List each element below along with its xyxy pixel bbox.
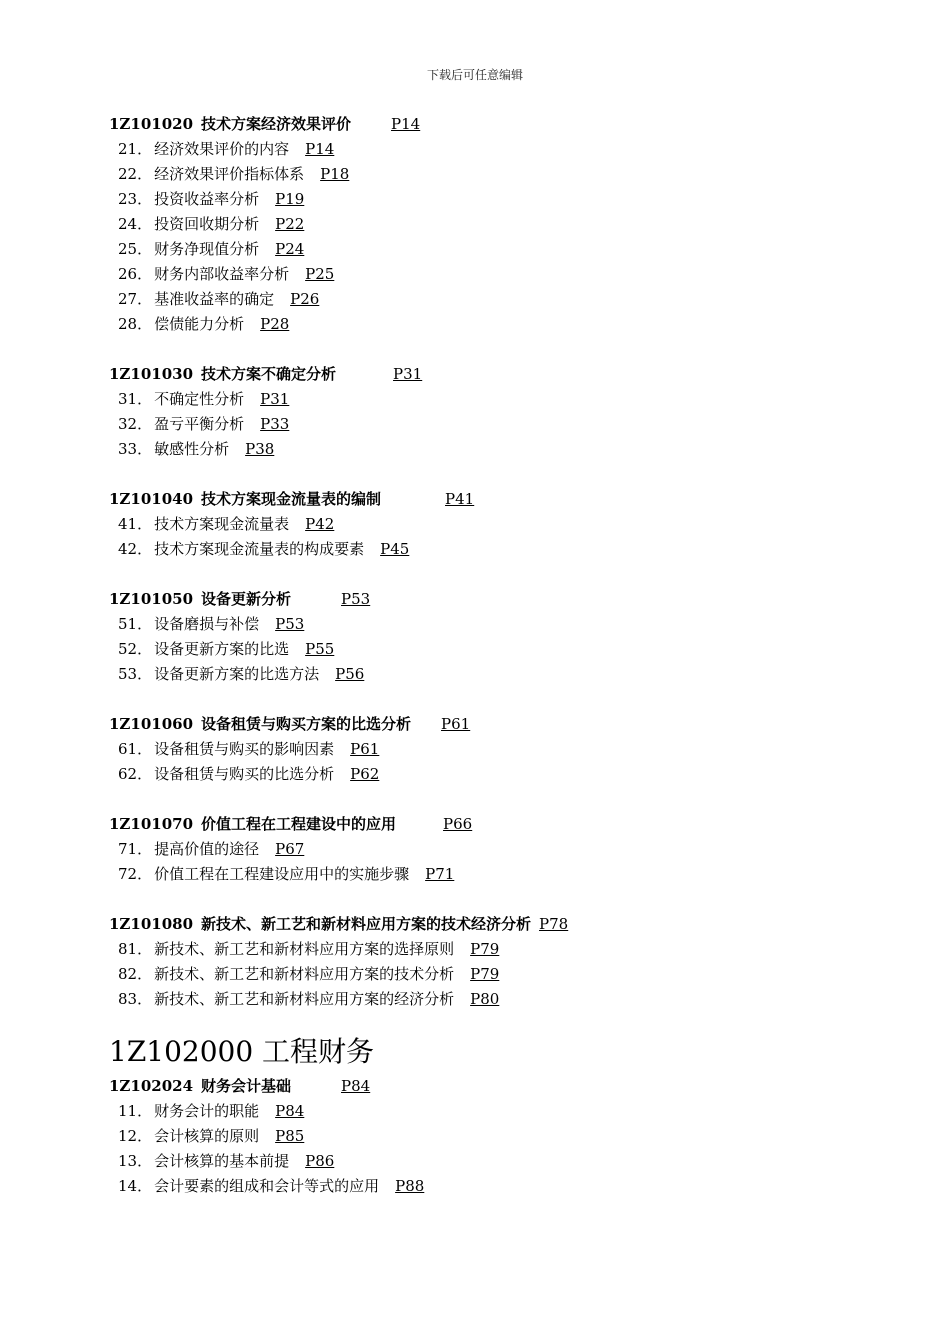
item-text: 价值工程在工程建设应用中的实施步骤: [154, 865, 410, 883]
item-page-link[interactable]: P18: [320, 165, 350, 183]
section-name: 价值工程在工程建设中的应用: [201, 815, 397, 833]
section-title: [109, 812, 909, 837]
item-page-link[interactable]: P38: [245, 440, 275, 458]
item-number: 53．: [118, 665, 153, 683]
item-text: 会计核算的原则: [154, 1127, 260, 1145]
item-text: 偿债能力分析: [154, 315, 245, 333]
item-page-link[interactable]: P26: [290, 290, 320, 308]
item-number: 27．: [118, 290, 153, 308]
section-1z101020: [109, 112, 909, 337]
section-page-link[interactable]: P78: [539, 915, 569, 933]
section-title: [109, 712, 909, 737]
item-number: 22．: [118, 165, 153, 183]
section-code: 1Z101040: [109, 490, 194, 508]
item-text: 设备更新方案的比选方法: [154, 665, 320, 683]
list-item: [109, 1099, 909, 1124]
list-item: [109, 937, 909, 962]
section-1z101080: [109, 912, 909, 1012]
list-item: [109, 262, 909, 287]
list-item: [109, 862, 909, 887]
item-page-link[interactable]: P80: [470, 990, 500, 1008]
list-item: [109, 537, 909, 562]
section-code: 1Z101070: [109, 815, 194, 833]
item-page-link[interactable]: P42: [305, 515, 335, 533]
item-page-link[interactable]: P19: [275, 190, 305, 208]
section-page-link[interactable]: P41: [445, 490, 475, 508]
list-item: [109, 987, 909, 1012]
item-page-link[interactable]: P25: [305, 265, 335, 283]
section-title: [109, 112, 909, 137]
item-number: 14．: [118, 1177, 153, 1195]
item-text: 经济效果评价指标体系: [154, 165, 305, 183]
list-item: [109, 612, 909, 637]
list-item: [109, 387, 909, 412]
item-number: 31．: [118, 390, 153, 408]
list-item: [109, 837, 909, 862]
item-text: 财务内部收益率分析: [154, 265, 290, 283]
item-page-link[interactable]: P79: [470, 965, 500, 983]
page-header: 下载后可任意编辑: [426, 68, 523, 82]
item-number: 81．: [118, 940, 153, 958]
item-text: 设备租赁与购买的影响因素: [154, 740, 335, 758]
item-page-link[interactable]: P33: [260, 415, 290, 433]
table-of-contents: [109, 112, 909, 1224]
item-text: 投资收益率分析: [154, 190, 260, 208]
list-item: [109, 737, 909, 762]
item-number: 71．: [118, 840, 153, 858]
list-item: [109, 237, 909, 262]
section-name: 技术方案不确定分析: [201, 365, 337, 383]
section-1z101050: [109, 587, 909, 687]
section-1z101070: [109, 812, 909, 887]
list-item: [109, 412, 909, 437]
section-page-link[interactable]: P84: [341, 1077, 371, 1095]
item-page-link[interactable]: P79: [470, 940, 500, 958]
item-text: 提高价值的途径: [154, 840, 260, 858]
item-page-link[interactable]: P24: [275, 240, 305, 258]
item-page-link[interactable]: P86: [305, 1152, 335, 1170]
item-text: 技术方案现金流量表: [154, 515, 290, 533]
list-item: [109, 637, 909, 662]
item-number: 24．: [118, 215, 153, 233]
section-name: 设备更新分析: [201, 590, 292, 608]
item-page-link[interactable]: P56: [335, 665, 365, 683]
item-number: 42．: [118, 540, 153, 558]
section-name: 技术方案现金流量表的编制: [201, 490, 382, 508]
section-name: 设备租赁与购买方案的比选分析: [201, 715, 412, 733]
item-page-link[interactable]: P31: [260, 390, 290, 408]
section-page-link[interactable]: P66: [443, 815, 473, 833]
section-title: [109, 1074, 909, 1099]
item-text: 会计核算的基本前提: [154, 1152, 290, 1170]
item-text: 会计要素的组成和会计等式的应用: [154, 1177, 380, 1195]
section-title: [109, 587, 909, 612]
item-page-link[interactable]: P88: [395, 1177, 425, 1195]
section-1z101040: [109, 487, 909, 562]
section-title: [109, 912, 909, 937]
item-number: 28．: [118, 315, 153, 333]
item-page-link[interactable]: P61: [350, 740, 380, 758]
item-text: 敏感性分析: [154, 440, 230, 458]
item-page-link[interactable]: P62: [350, 765, 380, 783]
item-number: 12．: [118, 1127, 153, 1145]
section-page-link[interactable]: P53: [341, 590, 371, 608]
item-number: 25．: [118, 240, 153, 258]
item-page-link[interactable]: P71: [425, 865, 455, 883]
section-code: 1Z101050: [109, 590, 194, 608]
item-text: 财务会计的职能: [154, 1102, 260, 1120]
list-item: [109, 437, 909, 462]
part-heading: 1Z102000 工程财务: [109, 1035, 375, 1068]
list-item: [109, 162, 909, 187]
item-page-link[interactable]: P53: [275, 615, 305, 633]
item-text: 设备租赁与购买的比选分析: [154, 765, 335, 783]
item-page-link[interactable]: P28: [260, 315, 290, 333]
section-code: 1Z101080: [109, 915, 194, 933]
list-item: [109, 512, 909, 537]
item-number: 11．: [118, 1102, 153, 1120]
section-page-link[interactable]: P31: [393, 365, 423, 383]
list-item: [109, 312, 909, 337]
section-code: 1Z101030: [109, 365, 194, 383]
item-text: 新技术、新工艺和新材料应用方案的经济分析: [154, 990, 455, 1008]
item-page-link[interactable]: P84: [275, 1102, 305, 1120]
section-page-link[interactable]: P14: [391, 115, 421, 133]
item-number: 33．: [118, 440, 153, 458]
section-name: 技术方案经济效果评价: [201, 115, 352, 133]
item-page-link[interactable]: P45: [380, 540, 410, 558]
section-1z101030: [109, 362, 909, 462]
list-item: [109, 287, 909, 312]
item-text: 设备磨损与补偿: [154, 615, 260, 633]
item-page-link[interactable]: P14: [305, 140, 335, 158]
list-item: [109, 1124, 909, 1149]
item-number: 13．: [118, 1152, 153, 1170]
list-item: [109, 137, 909, 162]
item-page-link[interactable]: P85: [275, 1127, 305, 1145]
item-text: 新技术、新工艺和新材料应用方案的选择原则: [154, 940, 455, 958]
section-code: 1Z102024: [109, 1077, 194, 1095]
list-item: [109, 1149, 909, 1174]
item-number: 52．: [118, 640, 153, 658]
item-number: 26．: [118, 265, 153, 283]
item-number: 21．: [118, 140, 153, 158]
section-1z101060: [109, 712, 909, 787]
item-text: 新技术、新工艺和新材料应用方案的技术分析: [154, 965, 455, 983]
list-item: [109, 662, 909, 687]
item-text: 不确定性分析: [154, 390, 245, 408]
item-text: 经济效果评价的内容: [154, 140, 290, 158]
item-text: 盈亏平衡分析: [154, 415, 245, 433]
item-text: 财务净现值分析: [154, 240, 260, 258]
section-title: [109, 362, 909, 387]
item-page-link[interactable]: P55: [305, 640, 335, 658]
section-page-link[interactable]: P61: [441, 715, 471, 733]
item-page-link[interactable]: P67: [275, 840, 305, 858]
item-number: 82．: [118, 965, 153, 983]
item-text: 技术方案现金流量表的构成要素: [154, 540, 365, 558]
item-number: 62．: [118, 765, 153, 783]
section-title: [109, 487, 909, 512]
list-item: [109, 762, 909, 787]
item-number: 41．: [118, 515, 153, 533]
section-name: 新技术、新工艺和新材料应用方案的技术经济分析: [201, 915, 532, 933]
list-item: [109, 962, 909, 987]
item-page-link[interactable]: P22: [275, 215, 305, 233]
item-number: 32．: [118, 415, 153, 433]
item-number: 83．: [118, 990, 153, 1008]
section-code: 1Z101060: [109, 715, 194, 733]
item-text: 设备更新方案的比选: [154, 640, 290, 658]
section-code: 1Z101020: [109, 115, 194, 133]
item-text: 投资回收期分析: [154, 215, 260, 233]
item-number: 51．: [118, 615, 153, 633]
item-number: 72．: [118, 865, 153, 883]
section-1z102024: [109, 1074, 909, 1199]
section-name: 财务会计基础: [201, 1077, 292, 1095]
list-item: [109, 1174, 909, 1199]
list-item: [109, 187, 909, 212]
item-text: 基准收益率的确定: [154, 290, 275, 308]
list-item: [109, 212, 909, 237]
item-number: 61．: [118, 740, 153, 758]
item-number: 23．: [118, 190, 153, 208]
